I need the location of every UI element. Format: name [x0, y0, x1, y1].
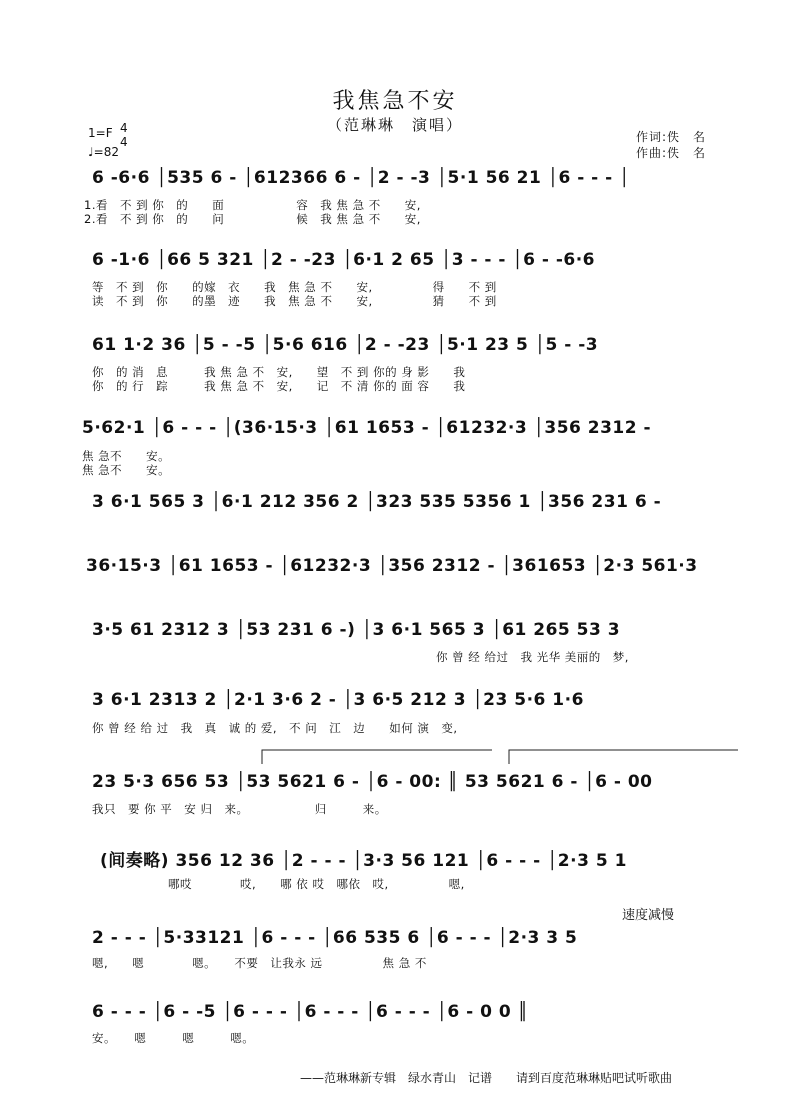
lyric-row-7: 你 曾 经 给过 我 光华 美丽的 梦, [436, 650, 629, 664]
notation-row-10: (间奏略) 356 12 36 │2 ‑ ‑ ‑ │3·3 56 121 │6 ‑ ‑ ‑ │2·3 5 1 [100, 851, 627, 871]
lyric-row-2a: 等 不 到 你 的嫁 衣 我 焦 急 不 安, 得 不 到 [92, 280, 497, 294]
notation-row-5: 3 6·1 565 3 │6·1 212 356 2 │323 535 5356 1 │356 231 6 ‑ [92, 492, 662, 512]
tempo-marking: ♩=82 [88, 145, 119, 159]
lyric-row-1a: 1.看 不 到 你 的 面 容 我 焦 急 不 安, [84, 198, 421, 212]
second-ending-bracket [509, 750, 738, 764]
footer-note: ——范琳琳新专辑 绿水青山 记谱 请到百度范琳琳贴吧试听歌曲 [300, 1071, 673, 1085]
lyric-row-8: 你 曾 经 给 过 我 真 诚 的 爱, 不 问 江 边 如何 演 变, [92, 721, 458, 735]
lyric-row-12: 安。 嗯 嗯 嗯。 [92, 1031, 255, 1045]
notation-row-9: 23 5·3 656 53 │53 5621 6 ‑ │6 ‑ 00: ║ 53 5621 6 ‑ │6 ‑ 00 [92, 772, 653, 792]
notation-row-1: 6 ‑6·6 │535 6 ‑ │612366 6 ‑ │2 ‑ ‑3 │5·1 56 21 │6 ‑ ‑ ‑ │ [92, 168, 630, 188]
lyric-row-9: 我只 要 你 平 安 归 来。 归 来。 [92, 802, 387, 816]
lyric-row-10: 哪哎 哎, 哪 依 哎 哪依 哎, 嗯, [168, 877, 465, 891]
notation-row-11: 2 ‑ ‑ ‑ │5·33121 │6 ‑ ‑ ‑ │66 535 6 │6 ‑ ‑ ‑ │2·3 3 5 [92, 928, 578, 948]
song-subtitle: （范琳琳 演唱） [326, 116, 463, 134]
notation-row-6: 36·15·3 │61 1653 ‑ │61232·3 │356 2312 ‑ │361653 │2·3 561·3 [86, 556, 698, 576]
lyric-row-2b: 读 不 到 你 的墨 迹 我 焦 急 不 安, 猜 不 到 [92, 294, 497, 308]
lyric-row-4a: 焦 急不 安。 [82, 449, 171, 463]
notation-row-8: 3 6·1 2313 2 │2·1 3·6 2 ‑ │3 6·5 212 3 │23 5·6 1·6 [92, 690, 584, 710]
notation-row-3: 61 1·2 36 │5 ‑ ‑5 │5·6 616 │2 ‑ ‑23 │5·1 23 5 │5 ‑ ‑3 [92, 335, 599, 355]
lyric-row-3b: 你 的 行 踪 我 焦 急 不 安, 记 不 清 你的 面 容 我 [92, 379, 466, 393]
notation-row-7: 3·5 61 2312 3 │53 231 6 ‑) │3 6·1 565 3 │61 265 53 3 [92, 620, 621, 640]
song-title: 我焦急不安 [332, 89, 458, 114]
notation-row-2: 6 ‑1·6 │66 5 321 │2 ‑ ‑23 │6·1 2 65 │3 ‑ ‑ ‑ │6 ‑ ‑6·6 [92, 250, 596, 270]
key-signature: 1=F [88, 126, 113, 140]
lyric-row-1b: 2.看 不 到 你 的 问 候 我 焦 急 不 安, [84, 212, 421, 226]
notation-row-4: 5·62·1 │6 ‑ ‑ ‑ │(36·15·3 │61 1653 ‑ │61232·3 │356 2312 ‑ [82, 418, 652, 438]
tempo-change-marking: 速度减慢 [622, 908, 675, 923]
lyric-row-4b: 焦 急不 安。 [82, 463, 171, 477]
notation-row-12: 6 ‑ ‑ ‑ │6 ‑ ‑5 │6 ‑ ‑ ‑ │6 ‑ ‑ ‑ │6 ‑ ‑ ‑ │6 ‑ 0 0 ║ [92, 1002, 529, 1022]
lyric-row-11: 嗯, 嗯 嗯。 不要 让我永 远 焦 急 不 [92, 956, 427, 970]
lyric-row-3a: 你 的 消 息 我 焦 急 不 安, 望 不 到 你的 身 影 我 [92, 365, 466, 379]
meter-top: 4 [120, 121, 128, 135]
lyricist-credit: 作词:佚 名 [636, 130, 707, 144]
meter-bottom: 4 [120, 135, 128, 149]
composer-credit: 作曲:佚 名 [636, 146, 707, 160]
first-ending-bracket [262, 750, 492, 764]
